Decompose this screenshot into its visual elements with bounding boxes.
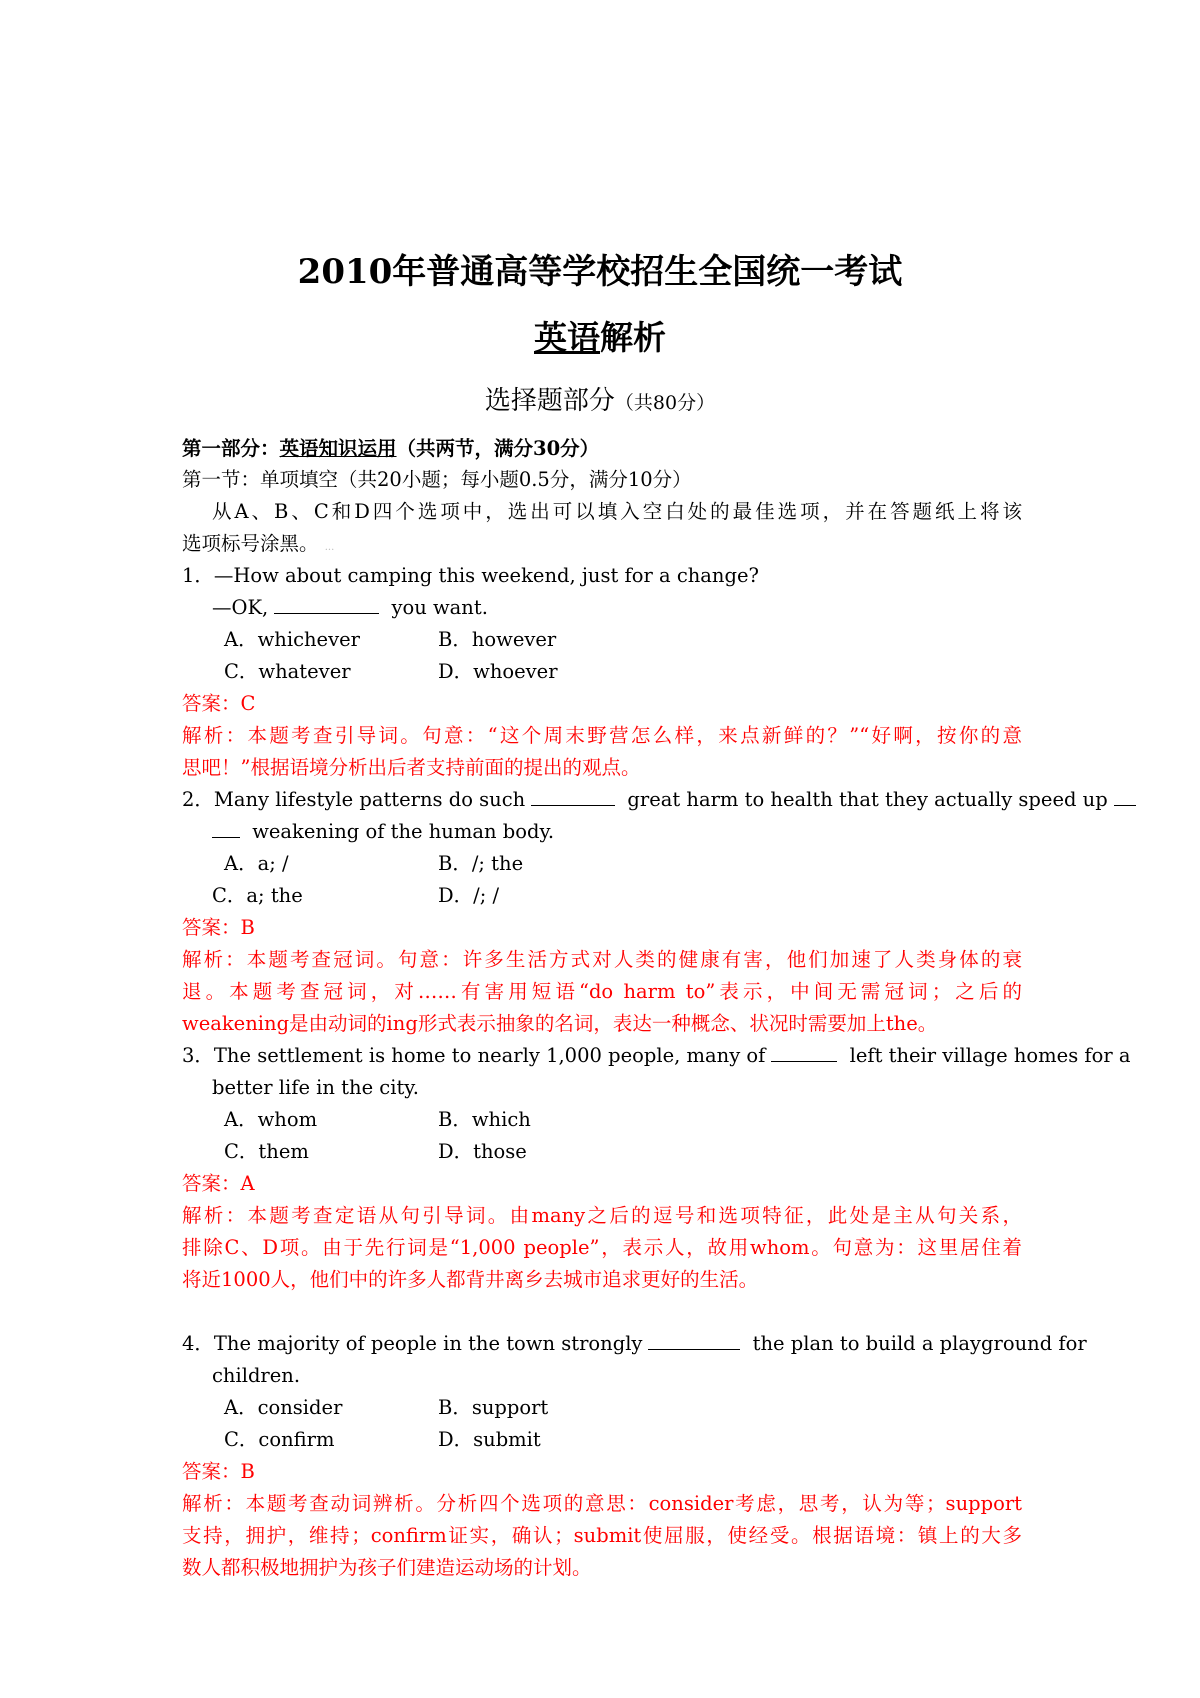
exam-subtitle	[0, 318, 1200, 358]
part1-label-rest: （共两节，满分30分）	[396, 437, 600, 460]
q4-blank	[648, 1331, 740, 1350]
q2-blank2a	[1114, 787, 1136, 806]
q4-option-d: D．submit	[438, 1428, 541, 1451]
q2-option-a: A．a; /	[224, 852, 289, 875]
q3-explanation-line1: 解析：本题考查定语从句引导词。由many之后的逗号和选项特征，此处是主从句关系，	[182, 1204, 1022, 1227]
q1-blank	[274, 595, 379, 614]
q3-answer: 答案：A	[182, 1172, 255, 1195]
q2-answer: 答案：B	[182, 916, 255, 939]
q3-option-b: B．which	[438, 1108, 531, 1131]
q4-explanation-line3: 数人都积极地拥护为孩子们建造运动场的计划。	[182, 1556, 592, 1579]
section-heading	[0, 385, 1200, 419]
q2-option-c: C．a; the	[212, 884, 303, 907]
q2-explanation-line1: 解析：本题考查冠词。句意：许多生活方式对人类的健康有害，他们加速了人类身体的衰	[182, 948, 1022, 971]
q4-option-c: C．confirm	[224, 1428, 335, 1451]
q4-option-b: B．support	[438, 1396, 549, 1419]
q2-explanation-line3: weakening是由动词的ing形式表示抽象的名词，表达一种概念、状况时需要加上the。	[182, 1012, 938, 1035]
section1-heading: 第一节：单项填空（共20小题；每小题0.5分，满分10分）	[182, 468, 692, 491]
q4-answer: 答案：B	[182, 1460, 255, 1483]
instructions-line2: 选项标号涂黑。 ...	[182, 532, 335, 555]
part1-heading	[182, 436, 1022, 462]
q2-stem-line2: weakening of the human body.	[212, 819, 1052, 845]
q4-stem-line2: children.	[212, 1364, 301, 1387]
q2-stem-line1: 2．Many lifestyle patterns do such great harm to health that they actually speed up	[182, 787, 1022, 813]
q1-stem-line2: —OK, you want.	[212, 596, 488, 619]
q3-option-a: A．whom	[224, 1108, 318, 1131]
q3-explanation-line2: 排除C、D项。由于先行词是“1,000 people”，表示人，故用whom。句意为：这里居住着	[182, 1236, 1022, 1259]
section-note: （共80分）	[614, 392, 716, 414]
q4-explanation-line1: 解析：本题考查动词辨析。分析四个选项的意思：consider考虑，思考，认为等；support	[182, 1492, 1022, 1515]
q1-option-d: D．whoever	[438, 660, 558, 683]
q3-blank	[771, 1043, 837, 1062]
q1-option-c: C．whatever	[224, 660, 351, 683]
q1-answer: 答案：C	[182, 692, 256, 715]
instructions-mark: ...	[324, 542, 335, 553]
q2-explanation-line2: 退。本题考查冠词，对……有害用短语“do harm to”表示，中间无需冠词；之后的	[182, 980, 1022, 1003]
q4-explanation-line2: 支持，拥护，维持；confirm证实，确认；submit使屈服，使经受。根据语境：镇上的大多	[182, 1524, 1022, 1547]
subtitle-analysis: 解析	[600, 318, 666, 357]
instructions-line1: 从A、B、C和D四个选项中，选出可以填入空白处的最佳选项，并在答题纸上将该	[212, 500, 1022, 523]
q2-blank2b	[212, 819, 240, 838]
q2-blank1	[531, 787, 615, 806]
q3-explanation-line3: 将近1000人，他们中的许多人都背井离乡去城市追求更好的生活。	[182, 1268, 759, 1291]
part1-label: 第一部分：	[182, 437, 280, 460]
q4-stem-line1: 4．The majority of people in the town strongly the plan to build a playground for	[182, 1332, 1087, 1355]
q1-stem-line1: 1．—How about camping this weekend, just for a change?	[182, 564, 759, 587]
q4-option-a: A．consider	[224, 1396, 343, 1419]
part1-label-underlined: 英语知识运用	[279, 437, 397, 460]
exam-title: 2010年普通高等学校招生全国统一考试	[297, 252, 903, 292]
q3-option-c: C．them	[224, 1140, 309, 1163]
q3-stem-line1: 3．The settlement is home to nearly 1,000 people, many of left their village homes for a	[182, 1044, 1131, 1067]
q2-option-d: D．/; /	[438, 884, 500, 907]
q1-explanation-line2: 思吧！”根据语境分析出后者支持前面的提出的观点。	[182, 756, 641, 779]
q1-option-a: A．whichever	[224, 628, 360, 651]
q3-option-d: D．those	[438, 1140, 527, 1163]
q2-option-b: B．/; the	[438, 852, 524, 875]
subtitle-english: 英语	[534, 318, 600, 357]
q1-option-b: B．however	[438, 628, 557, 651]
section-main: 选择题部分	[484, 386, 615, 416]
q1-explanation-line1: 解析：本题考查引导词。句意：“这个周末野营怎么样，来点新鲜的？”“好啊，按你的意	[182, 724, 1022, 747]
q3-stem-line2: better life in the city.	[212, 1076, 419, 1099]
